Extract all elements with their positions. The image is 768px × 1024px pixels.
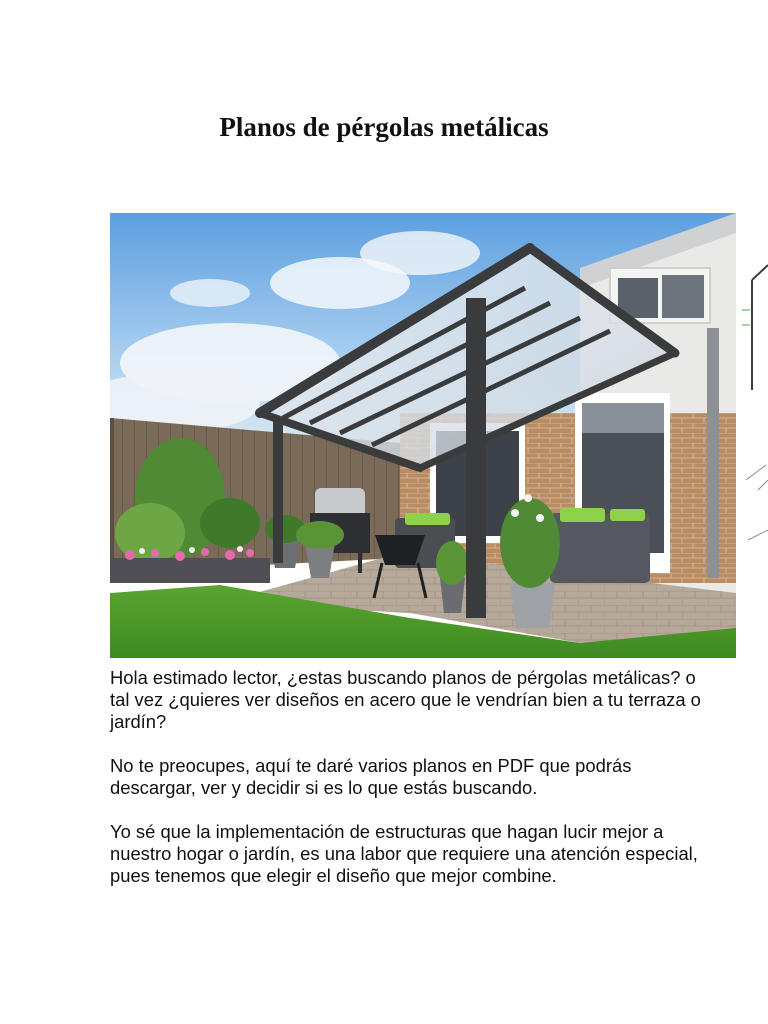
article-body [110,667,710,909]
page-title: Planos de pérgolas metálicas [219,112,549,142]
paragraph-implementation: Yo sé que la implementación de estructuras que hagan lucir mejor a nuestro hogar o jardín, es una labor que requiere una atención especial, pues tenemos que elegir el diseño que mejor combine. [110,821,698,886]
adjacent-page-sliver [738,240,768,560]
paragraph-intro: Hola estimado lector, ¿estas buscando planos de pérgolas metálicas? o tal vez ¿quieres ver diseños en acero que le vendrían bien a tu terraza o jardín? [110,667,701,732]
paragraph-pdf-plans: No te preocupes, aquí te daré varios planos en PDF que podrás descargar, ver y decidir si es lo que estás buscando. [110,755,632,798]
pergola-illustration [110,213,736,658]
drawing-fragment [738,240,768,560]
pergola-photo [110,213,736,658]
